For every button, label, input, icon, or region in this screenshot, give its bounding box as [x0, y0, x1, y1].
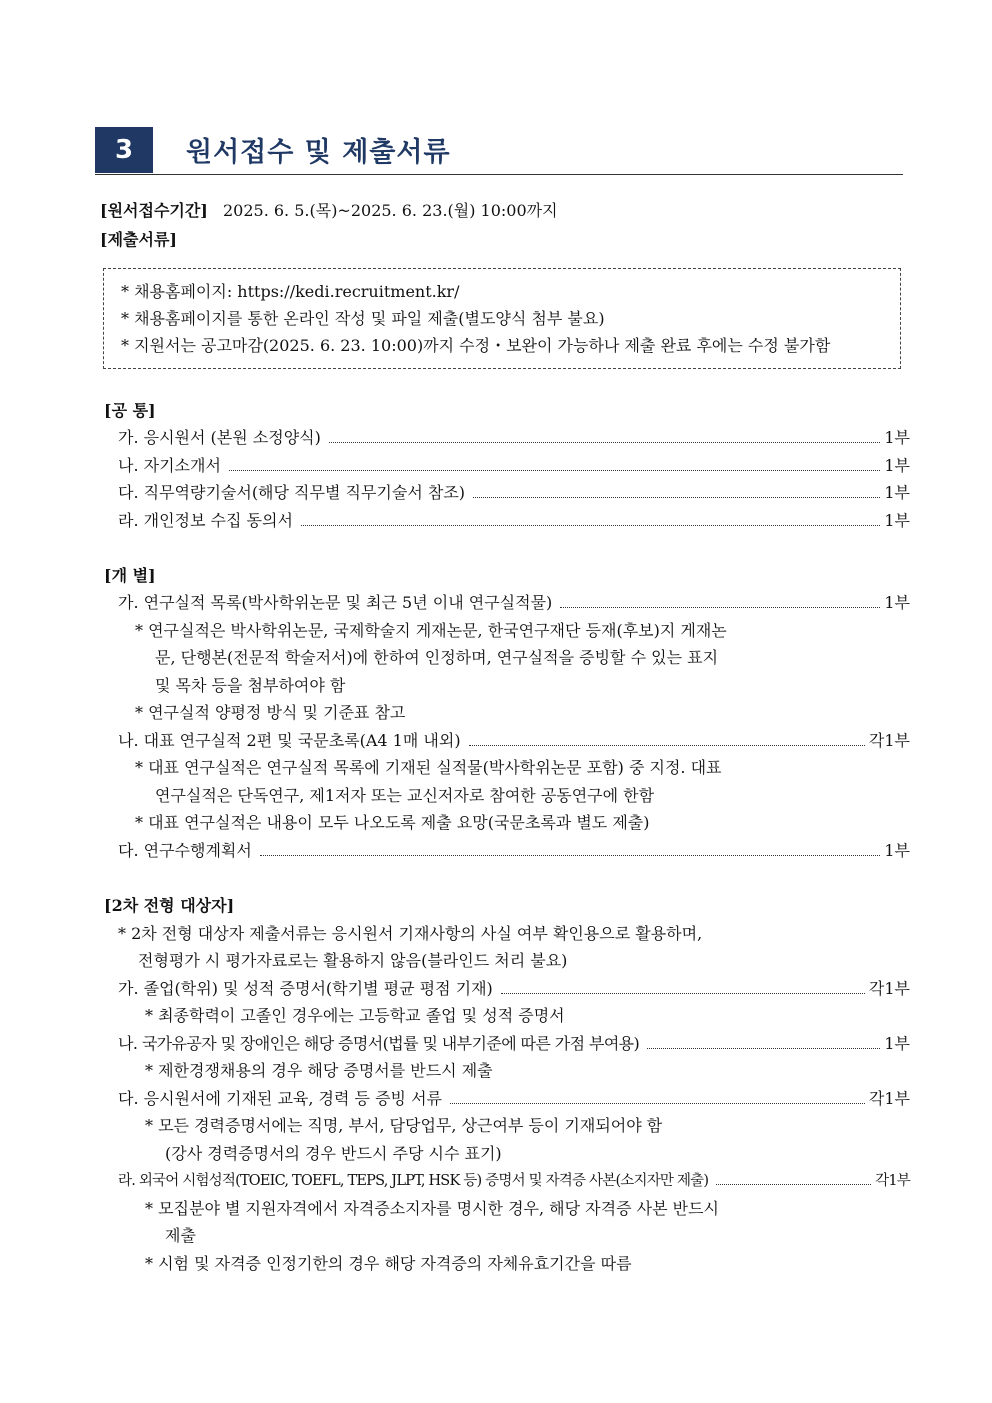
note-line: * 모집분야 별 지원자격에서 자격증소지자를 명시한 경우, 해당 자격증 사본 반드시: [145, 1199, 719, 1218]
leader-dots: [647, 1047, 880, 1049]
leader-dots: [450, 1102, 865, 1104]
individual-item: [118, 592, 910, 614]
item-text: 가. 응시원서 (본원 소정양식): [118, 428, 321, 447]
item-text: 나. 대표 연구실적 2편 및 국문초록(A4 1매 내외): [118, 731, 461, 750]
note-line: 및 목차 등을 첨부하여야 함: [155, 676, 346, 695]
item-text: 가. 졸업(학위) 및 성적 증명서(학기별 평균 평점 기재): [118, 979, 493, 998]
item-text: 다. 응시원서에 기재된 교육, 경력 등 증빙 서류: [118, 1089, 442, 1108]
note-line: * 2차 전형 대상자 제출서류는 응시원서 기재사항의 사실 여부 확인용으로 활용하며,: [118, 924, 703, 943]
leader-dots: [329, 441, 881, 443]
item-text: 다. 연구수행계획서: [118, 841, 252, 860]
second-stage-heading: [2차 전형 대상자]: [104, 896, 235, 915]
item-qty: 각1부: [868, 731, 910, 750]
item-text: 라. 외국어 시험성적(TOEIC, TOEFL, TEPS, JLPT, HSK 등) 증명서 및 자격증 사본(소지자만 제출): [118, 1173, 709, 1189]
notice-line: * 채용홈페이지: https://kedi.recruitment.kr/: [121, 282, 460, 301]
note-line: 연구실적은 단독연구, 제1저자 또는 교신저자로 참여한 공동연구에 한함: [155, 786, 655, 805]
leader-dots: [473, 496, 880, 498]
leader-dots: [229, 469, 880, 471]
leader-dots: [716, 1183, 871, 1185]
period-label: [원서접수기간]: [100, 201, 208, 220]
note-line: * 대표 연구실적은 내용이 모두 나오도록 제출 요망(국문초록과 별도 제출): [135, 813, 650, 832]
individual-heading: [개 별]: [104, 566, 156, 585]
leader-dots: [469, 744, 865, 746]
note-line: * 연구실적은 박사학위논문, 국제학술지 게재논문, 한국연구재단 등재(후보)지 게재논: [135, 621, 727, 640]
period-value: 2025. 6. 5.(목)~2025. 6. 23.(월) 10:00까지: [222, 201, 558, 220]
section-number-badge: 3: [95, 127, 153, 173]
note-line: * 모든 경력증명서에는 직명, 부서, 담당업무, 상근여부 등이 기재되어야 함: [145, 1116, 663, 1135]
second-stage-item: [118, 978, 910, 1000]
item-text: 라. 개인정보 수집 동의서: [118, 511, 293, 530]
item-qty: 1부: [884, 593, 910, 612]
application-period: [100, 200, 558, 222]
common-heading: [공 통]: [104, 401, 156, 420]
leader-dots: [560, 606, 880, 608]
item-qty: 각1부: [868, 979, 910, 998]
individual-item: [118, 840, 910, 862]
second-stage-item: [118, 1088, 910, 1110]
leader-dots: [501, 992, 865, 994]
common-item: [118, 482, 910, 504]
notice-line: * 채용홈페이지를 통한 온라인 작성 및 파일 제출(별도양식 첨부 불요): [121, 309, 605, 328]
note-line: * 최종학력이 고졸인 경우에는 고등학교 졸업 및 성적 증명서: [145, 1006, 565, 1025]
note-line: * 대표 연구실적은 연구실적 목록에 기재된 실적물(박사학위논문 포함) 중 지정. 대표: [135, 758, 722, 777]
note-line: * 제한경쟁채용의 경우 해당 증명서를 반드시 제출: [145, 1061, 493, 1080]
note-line: * 연구실적 양평정 방식 및 기준표 참고: [135, 703, 406, 722]
notice-line: * 지원서는 공고마감(2025. 6. 23. 10:00)까지 수정・보완이 가능하나 제출 완료 후에는 수정 불가함: [121, 336, 831, 355]
notice-box: [103, 268, 901, 369]
item-text: 나. 자기소개서: [118, 456, 221, 475]
item-qty: 1부: [884, 841, 910, 860]
individual-item: [118, 730, 910, 752]
item-qty: 1부: [884, 456, 910, 475]
item-text: 나. 국가유공자 및 장애인은 해당 증명서(법률 및 내부기준에 따른 가점 부여용): [118, 1034, 640, 1053]
note-line: 제출: [165, 1226, 196, 1245]
leader-dots: [260, 854, 881, 856]
item-qty: 각1부: [868, 1089, 910, 1108]
note-line: * 시험 및 자격증 인정기한의 경우 해당 자격증의 자체유효기간을 따름: [145, 1254, 632, 1273]
documents-heading: [제출서류]: [100, 230, 177, 249]
second-stage-item: [118, 1033, 910, 1055]
common-item: [118, 510, 910, 532]
item-qty: 1부: [884, 428, 910, 447]
section-title: 원서접수 및 제출서류: [186, 137, 451, 168]
note-line: (강사 경력증명서의 경우 반드시 주당 시수 표기): [165, 1144, 502, 1163]
second-stage-item: [118, 1170, 910, 1192]
common-item: [118, 427, 910, 449]
item-qty: 1부: [884, 511, 910, 530]
note-line: 전형평가 시 평가자료로는 활용하지 않음(블라인드 처리 불요): [138, 951, 568, 970]
item-text: 가. 연구실적 목록(박사학위논문 및 최근 5년 이내 연구실적물): [118, 593, 553, 612]
common-item: [118, 455, 910, 477]
item-qty: 1부: [884, 1034, 910, 1053]
item-qty: 각1부: [875, 1173, 910, 1189]
item-qty: 1부: [884, 483, 910, 502]
leader-dots: [301, 524, 880, 526]
section-divider: [95, 174, 903, 175]
note-line: 문, 단행본(전문적 학술저서)에 한하여 인정하며, 연구실적을 증빙할 수 있는 표지: [155, 648, 719, 667]
item-text: 다. 직무역량기술서(해당 직무별 직무기술서 참조): [118, 483, 466, 502]
